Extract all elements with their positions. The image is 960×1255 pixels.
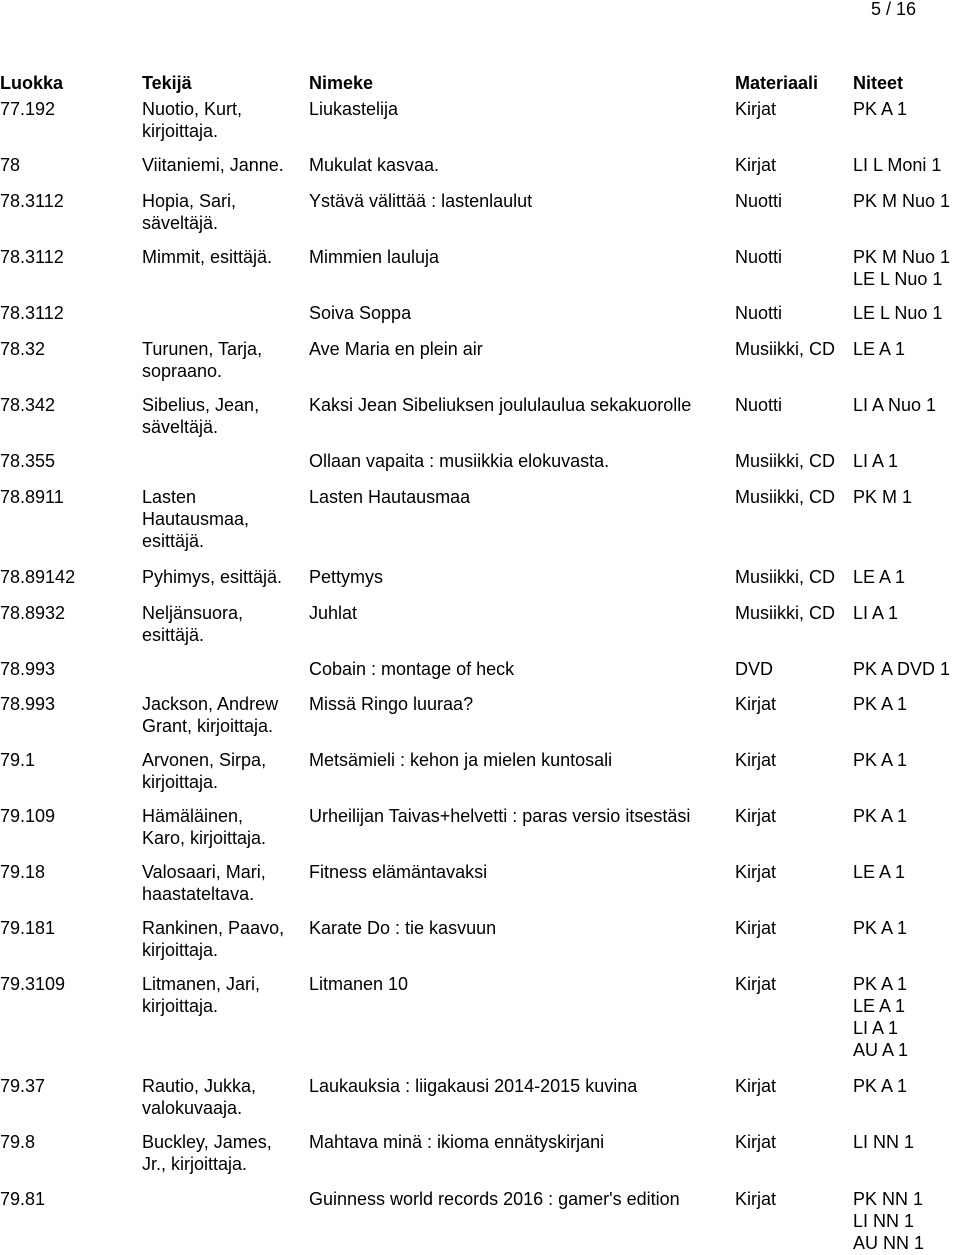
row-tekija: Turunen, Tarja, sopraano. — [142, 339, 263, 381]
row-niteet: LI A 1 — [853, 451, 899, 471]
row-materiaali: Kirjat — [735, 155, 777, 175]
row-nimeke: Laukauksia : liigakausi 2014-2015 kuvina — [309, 1076, 638, 1096]
row-materiaali: Kirjat — [735, 750, 777, 770]
row-nimeke: Metsämieli : kehon ja mielen kuntosali — [309, 750, 613, 770]
row-luokka: 78.3112 — [0, 191, 64, 211]
row-tekija: Sibelius, Jean, säveltäjä. — [142, 395, 260, 437]
row-materiaali: DVD — [735, 659, 774, 679]
header-tekija: Tekijä — [142, 73, 192, 93]
row-materiaali: Nuotti — [735, 395, 783, 415]
row-luokka: 79.81 — [0, 1189, 46, 1209]
row-niteet: LI A 1 — [853, 603, 899, 623]
row-tekija: Mimmit, esittäjä. — [142, 247, 273, 267]
row-niteet: LI NN 1 — [853, 1132, 915, 1152]
row-niteet: PK A 1 — [853, 694, 908, 714]
row-luokka: 79.181 — [0, 918, 56, 938]
row-nimeke: Ollaan vapaita : musiikkia elokuvasta. — [309, 451, 610, 471]
row-nimeke: Mukulat kasvaa. — [309, 155, 440, 175]
row-materiaali: Nuotti — [735, 191, 783, 211]
row-luokka: 78.342 — [0, 395, 56, 415]
row-tekija: Rautio, Jukka, valokuvaaja. — [142, 1076, 257, 1118]
row-materiaali: Musiikki, CD — [735, 603, 836, 623]
row-luokka: 78.3112 — [0, 247, 64, 267]
row-materiaali: Kirjat — [735, 918, 777, 938]
header-niteet: Niteet — [853, 73, 904, 93]
row-luokka: 78 — [0, 155, 21, 175]
row-tekija: Valosaari, Mari, haastateltava. — [142, 862, 266, 904]
row-nimeke: Lasten Hautausmaa — [309, 487, 471, 507]
row-niteet: PK NN 1 LI NN 1 AU NN 1 — [853, 1189, 925, 1253]
header-materiaali: Materiaali — [735, 73, 819, 93]
row-nimeke: Guinness world records 2016 : gamer's edition — [309, 1189, 680, 1209]
row-materiaali: Musiikki, CD — [735, 339, 836, 359]
row-tekija: Neljänsuora, esittäjä. — [142, 603, 244, 645]
row-materiaali: Kirjat — [735, 806, 777, 826]
row-luokka: 78.3112 — [0, 303, 64, 323]
row-luokka: 78.89142 — [0, 567, 76, 587]
row-nimeke: Pettymys — [309, 567, 384, 587]
row-niteet: PK A 1 — [853, 750, 908, 770]
row-nimeke: Juhlat — [309, 603, 358, 623]
row-niteet: LI A Nuo 1 — [853, 395, 937, 415]
row-luokka: 77.192 — [0, 99, 56, 119]
row-nimeke: Fitness elämäntavaksi — [309, 862, 488, 882]
row-nimeke: Karate Do : tie kasvuun — [309, 918, 497, 938]
header-nimeke: Nimeke — [309, 73, 374, 93]
row-niteet: LE A 1 — [853, 339, 906, 359]
row-luokka: 79.8 — [0, 1132, 36, 1152]
row-tekija: Pyhimys, esittäjä. — [142, 567, 283, 587]
row-niteet: PK M Nuo 1 LE L Nuo 1 — [853, 247, 951, 289]
row-luokka: 79.109 — [0, 806, 56, 826]
row-luokka: 78.8911 — [0, 487, 64, 507]
row-nimeke: Missä Ringo luuraa? — [309, 694, 474, 714]
row-materiaali: Kirjat — [735, 99, 777, 119]
row-luokka: 78.993 — [0, 694, 56, 714]
row-niteet: LE A 1 — [853, 862, 906, 882]
row-materiaali: Kirjat — [735, 1132, 777, 1152]
row-tekija: Lasten Hautausmaa, esittäjä. — [142, 487, 250, 551]
row-niteet: LI L Moni 1 — [853, 155, 942, 175]
row-niteet: PK A 1 LE A 1 LI A 1 AU A 1 — [853, 974, 909, 1060]
row-niteet: PK A 1 — [853, 99, 908, 119]
row-niteet: PK A 1 — [853, 806, 908, 826]
row-luokka: 78.8932 — [0, 603, 66, 623]
row-niteet: PK A 1 — [853, 918, 908, 938]
row-tekija: Arvonen, Sirpa, kirjoittaja. — [142, 750, 267, 792]
row-tekija: Rankinen, Paavo, kirjoittaja. — [142, 918, 285, 960]
row-tekija: Litmanen, Jari, kirjoittaja. — [142, 974, 261, 1016]
row-niteet: LE L Nuo 1 — [853, 303, 943, 323]
row-nimeke: Kaksi Jean Sibeliuksen joululaulua sekakuorolle — [309, 395, 692, 415]
row-nimeke: Litmanen 10 — [309, 974, 409, 994]
row-tekija: Jackson, Andrew Grant, kirjoittaja. — [142, 694, 279, 736]
row-materiaali: Kirjat — [735, 862, 777, 882]
row-niteet: PK A 1 — [853, 1076, 908, 1096]
row-nimeke: Cobain : montage of heck — [309, 659, 515, 679]
row-tekija: Viitaniemi, Janne. — [142, 155, 284, 175]
row-nimeke: Mimmien lauluja — [309, 247, 440, 267]
row-niteet: PK M 1 — [853, 487, 913, 507]
row-nimeke: Urheilijan Taivas+helvetti : paras versio itsestäsi — [309, 806, 691, 826]
row-materiaali: Musiikki, CD — [735, 487, 836, 507]
row-luokka: 79.37 — [0, 1076, 46, 1096]
row-nimeke: Mahtava minä : ikioma ennätyskirjani — [309, 1132, 605, 1152]
header-luokka: Luokka — [0, 73, 64, 93]
row-nimeke: Liukastelija — [309, 99, 399, 119]
row-niteet: PK A DVD 1 — [853, 659, 951, 679]
row-luokka: 79.1 — [0, 750, 36, 770]
row-tekija: Hämäläinen, Karo, kirjoittaja. — [142, 806, 267, 848]
row-nimeke: Soiva Soppa — [309, 303, 412, 323]
row-niteet: PK M Nuo 1 — [853, 191, 951, 211]
row-luokka: 79.3109 — [0, 974, 66, 994]
row-luokka: 78.993 — [0, 659, 56, 679]
row-luokka: 78.32 — [0, 339, 46, 359]
row-materiaali: Kirjat — [735, 1076, 777, 1096]
row-materiaali: Nuotti — [735, 303, 783, 323]
page-number: 5 / 16 — [870, 0, 916, 19]
row-materiaali: Kirjat — [735, 974, 777, 994]
row-materiaali: Kirjat — [735, 694, 777, 714]
row-materiaali: Kirjat — [735, 1189, 777, 1209]
row-nimeke: Ystävä välittää : lastenlaulut — [309, 191, 533, 211]
row-materiaali: Musiikki, CD — [735, 451, 836, 471]
row-tekija: Hopia, Sari, säveltäjä. — [142, 191, 237, 233]
row-tekija: Buckley, James, Jr., kirjoittaja. — [142, 1132, 272, 1174]
row-tekija: Nuotio, Kurt, kirjoittaja. — [142, 99, 243, 141]
row-luokka: 79.18 — [0, 862, 46, 882]
row-materiaali: Musiikki, CD — [735, 567, 836, 587]
row-luokka: 78.355 — [0, 451, 56, 471]
row-nimeke: Ave Maria en plein air — [309, 339, 483, 359]
row-niteet: LE A 1 — [853, 567, 906, 587]
row-materiaali: Nuotti — [735, 247, 783, 267]
